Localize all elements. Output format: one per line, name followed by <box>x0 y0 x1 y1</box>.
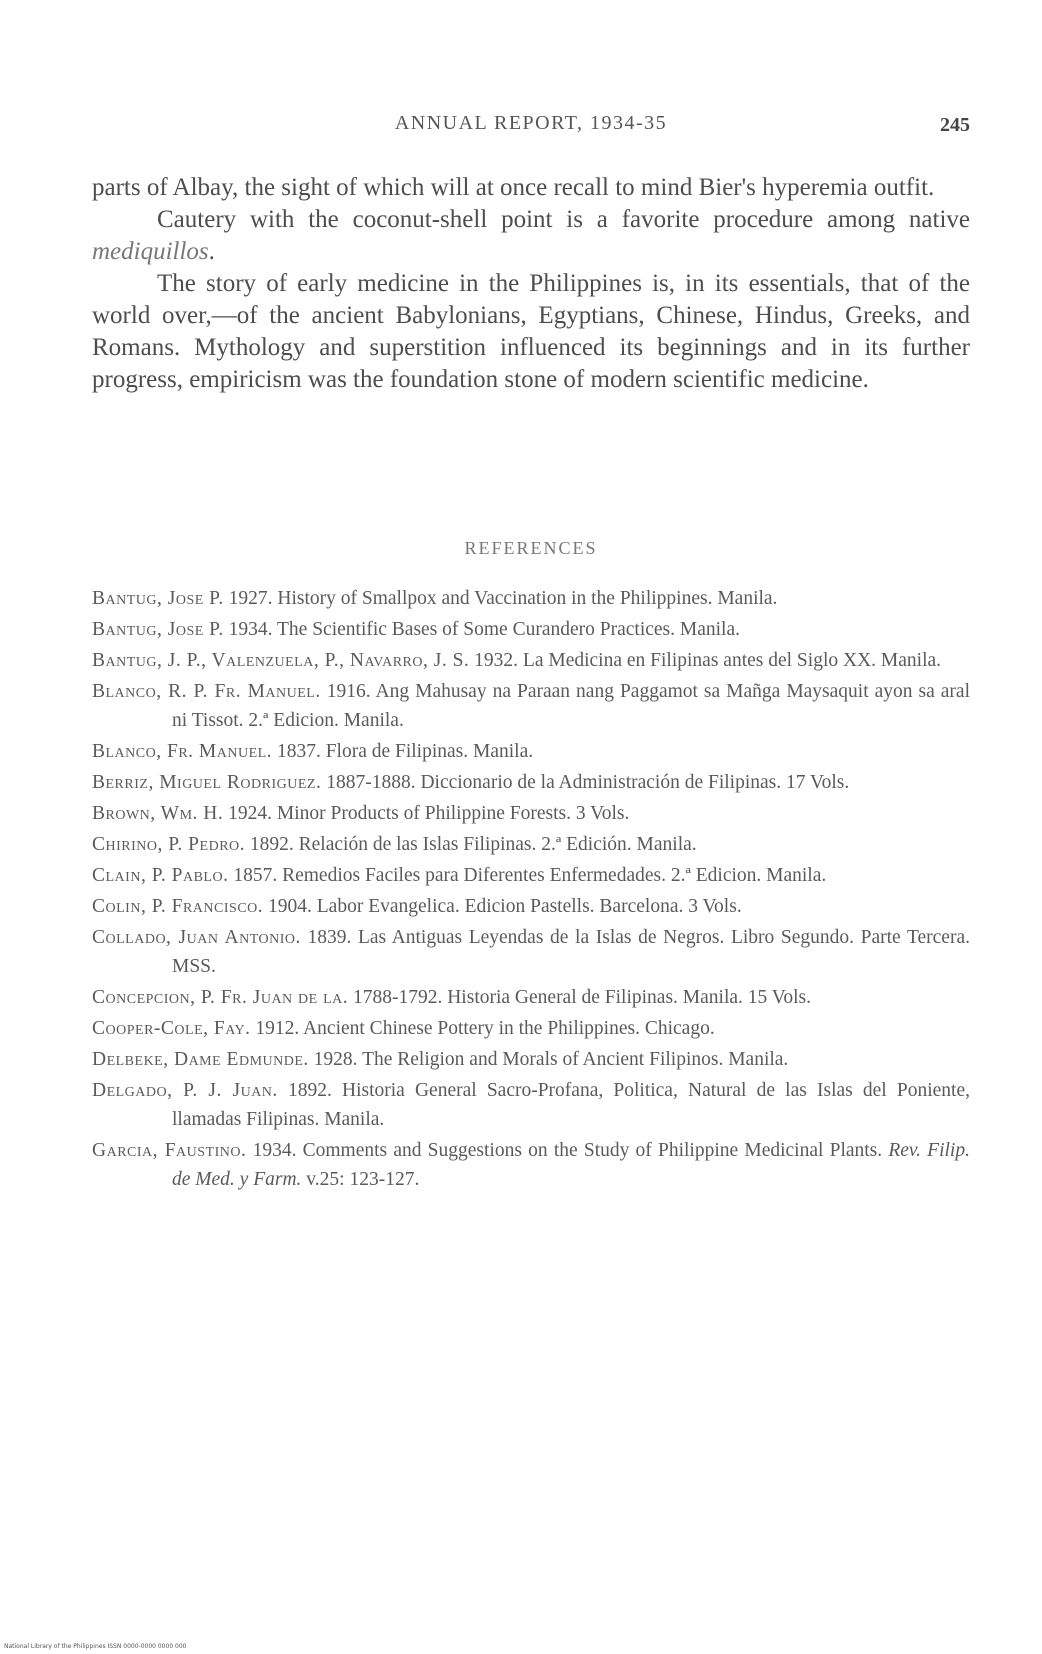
reference-entry <box>92 1076 970 1134</box>
reference-text: 1887-1888. Diccionario de la Administración de Filipinas. 17 Vols. <box>321 772 850 793</box>
reference-text: 1837. Flora de Filipinas. Manila. <box>272 741 534 762</box>
reference-entry <box>92 830 970 859</box>
reference-author: Garcia, Faustino. <box>92 1140 247 1161</box>
reference-text: 1934. Comments and Suggestions on the Study of Philippine Medicinal Plants. <box>246 1140 889 1161</box>
paragraph-2-italic: mediquillos <box>92 238 209 265</box>
reference-entry <box>92 615 970 644</box>
reference-entry <box>92 768 970 797</box>
paragraph-2-text: Cautery with the coconut-shell point is a favorite procedure among native <box>157 206 970 233</box>
reference-entry <box>92 1045 970 1074</box>
paragraph-1: parts of Albay, the sight of which will at once recall to mind Bier's hyperemia outfit. <box>92 174 935 201</box>
reference-author: Cooper-Cole, Fay. <box>92 1018 251 1039</box>
reference-text: 1788-1792. Historia General de Filipinas. Manila. 15 Vols. <box>348 987 812 1008</box>
reference-text: 1924. Minor Products of Philippine Forests. 3 Vols. <box>223 803 630 824</box>
reference-author: Collado, Juan Antonio. <box>92 927 301 948</box>
reference-author: Clain, P. Pablo. <box>92 865 229 886</box>
reference-text: 1904. Labor Evangelica. Edicion Pastells. Barcelona. 3 Vols. <box>263 896 742 917</box>
reference-author: Delbeke, Dame Edmunde. <box>92 1049 309 1070</box>
reference-author: Chirino, P. Pedro. <box>92 834 246 855</box>
reference-author: Colin, P. Francisco. <box>92 896 264 917</box>
reference-author: Brown, Wm. H. <box>92 803 224 824</box>
reference-text: 1892. Relación de las Islas Filipinas. 2.ª Edición. Manila. <box>245 834 697 855</box>
reference-text: 1927. History of Smallpox and Vaccination in the Philippines. Manila. <box>223 588 778 609</box>
reference-entry <box>92 892 970 921</box>
reference-entry <box>92 861 970 890</box>
reference-entry <box>92 1014 970 1043</box>
references-heading: REFERENCES <box>464 538 598 558</box>
reference-author: Delgado, P. J. Juan. <box>92 1080 278 1101</box>
reference-text: 1912. Ancient Chinese Pottery in the Philippines. Chicago. <box>250 1018 715 1039</box>
reference-volume: v.25: 123-127. <box>301 1169 420 1190</box>
reference-author: Bantug, Jose P. <box>92 619 224 640</box>
reference-text: 1916. Ang Mahusay na Paraan nang Paggamot sa Mañga Maysaquit ayon sa aral ni Tissot. 2.ª Edicion. Manila. <box>172 681 970 731</box>
reference-journal: Rev. Filip. de Med. y Farm. <box>172 1140 970 1190</box>
reference-author: Bantug, J. P., Valenzuela, P., Navarro, J. S. <box>92 650 470 671</box>
reference-text: 1892. Historia General Sacro-Profana, Politica, Natural de las Islas del Poniente, llamadas Filipinas. Manila. <box>172 1080 970 1130</box>
reference-author: Blanco, Fr. Manuel. <box>92 741 273 762</box>
paragraph-2 <box>92 204 970 268</box>
reference-entry <box>92 737 970 766</box>
reference-entry <box>92 646 970 675</box>
reference-entry <box>92 584 970 613</box>
reference-author: Bantug, Jose P. <box>92 588 224 609</box>
reference-author: Berriz, Miguel Rodriguez. <box>92 772 322 793</box>
reference-author: Blanco, R. P. Fr. Manuel. <box>92 681 321 702</box>
reference-text: 1857. Remedios Faciles para Diferentes Enfermedades. 2.ª Edicion. Manila. <box>228 865 827 886</box>
reference-entry <box>92 1136 970 1194</box>
reference-text: 1932. La Medicina en Filipinas antes del Siglo XX. Manila. <box>469 650 942 671</box>
page-number: 245 <box>940 114 970 136</box>
reference-author: Concepcion, P. Fr. Juan de la. <box>92 987 349 1008</box>
page-header <box>92 112 970 142</box>
reference-text: 1839. Las Antiguas Leyendas de la Islas de Negros. Libro Segundo. Parte Tercera. MSS. <box>172 927 970 977</box>
reference-entry <box>92 983 970 1012</box>
body-text <box>92 172 970 396</box>
reference-text: 1934. The Scientific Bases of Some Curandero Practices. Manila. <box>223 619 740 640</box>
reference-entry <box>92 677 970 735</box>
reference-entry <box>92 799 970 828</box>
reference-text: 1928. The Religion and Morals of Ancient Filipinos. Manila. <box>308 1049 789 1070</box>
scan-footer: National Library of the Philippines ISSN 0000-0000 0000 000 <box>4 1643 187 1650</box>
running-title: ANNUAL REPORT, 1934-35 <box>394 112 668 134</box>
reference-entry <box>92 923 970 981</box>
paragraph-3: The story of early medicine in the Philippines is, in its essentials, that of the world over,—of the ancient Babylonians, Egyptians, Chinese, Hindus, Greeks, and Romans. Mythology and superstition influenced its beginnings and in its further progress, empiricism was the foundation stone of modern scientific medicine. <box>92 270 970 393</box>
paragraph-2-end: . <box>208 238 215 265</box>
reference-list <box>92 584 970 1196</box>
